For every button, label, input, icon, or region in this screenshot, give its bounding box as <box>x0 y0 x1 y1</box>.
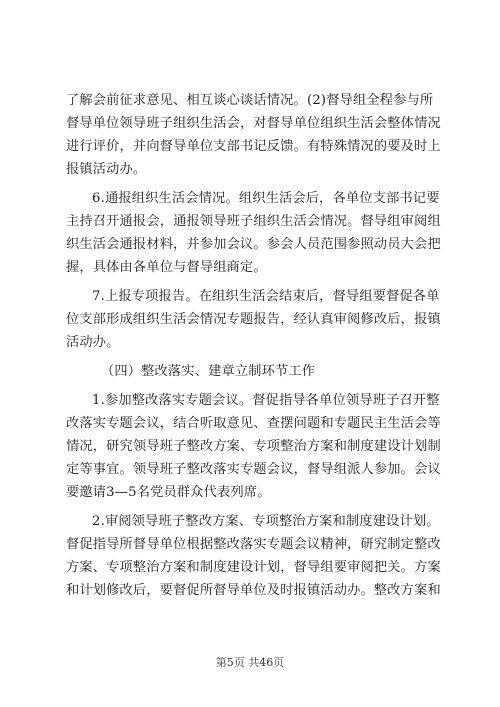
paragraph <box>66 89 441 181</box>
text-line: 进行评价，并向督导单位支部书记反馈。有特殊情况的要及时上 <box>66 139 441 154</box>
body-text <box>66 89 441 602</box>
text-line: 情况，研究领导班子整改方案、专项整治方案和制度建设计划制 <box>66 439 441 454</box>
text-line: 位支部形成组织生活会情况专题报告，经认真审阅修改后，报镇 <box>66 312 441 327</box>
paragraph <box>66 285 441 354</box>
text-line: 报镇活动办。 <box>66 162 147 177</box>
text-line: （四）整改落实、建章立制环节工作 <box>101 364 316 379</box>
text-line: 6.通报组织生活会情况。组织生活会后，各单位支部书记要 <box>92 191 440 206</box>
text-line: 织生活会通报材料，并参加会议。参会人员范围参照动员大会把 <box>66 237 441 252</box>
text-line: 要邀请3—5名党员群众代表列席。 <box>66 485 271 500</box>
text-line: 7.上报专项报告。在组织生活会结束后，督导组要督促各单 <box>92 289 440 304</box>
text-line: 改落实专题会议，结合听取意见、查摆问题和专题民主生活会等 <box>66 416 441 431</box>
text-line: 握，具体由各单位与督导组商定。 <box>66 260 267 275</box>
text-line: 活动办。 <box>66 335 120 350</box>
text-line: 2.审阅领导班子整改方案、专项整治方案和制度建设计划。 <box>92 514 440 529</box>
text-line: 方案、专项整治方案和制度建设计划，督导组要审阅把关。方案 <box>66 560 441 575</box>
text-line: 了解会前征求意见、相互谈心谈话情况。(2)督导组全程参与所 <box>66 93 434 108</box>
text-line: 主持召开通报会，通报领导班子组织生活会情况。督导组审阅组 <box>66 214 441 229</box>
paragraph <box>66 187 441 279</box>
text-line: 和计划修改后，要督促所督导单位及时报镇活动办。整改方案和 <box>66 583 441 598</box>
page-footer: 第5页 共46页 <box>215 656 285 669</box>
paragraph <box>66 389 441 504</box>
text-line: 1.参加整改落实专题会议。督促指导各单位领导班子召开整 <box>92 393 440 408</box>
paragraph <box>66 510 441 602</box>
text-line: 督促指导所督导单位根据整改落实专题会议精神，研究制定整改 <box>66 537 441 552</box>
section-heading <box>66 360 438 383</box>
text-line: 督导单位领导班子组织生活会，对督导单位组织生活会整体情况 <box>66 116 441 131</box>
text-line: 定等事宜。领导班子整改落实专题会议，督导组派人参加。会议 <box>66 462 441 477</box>
